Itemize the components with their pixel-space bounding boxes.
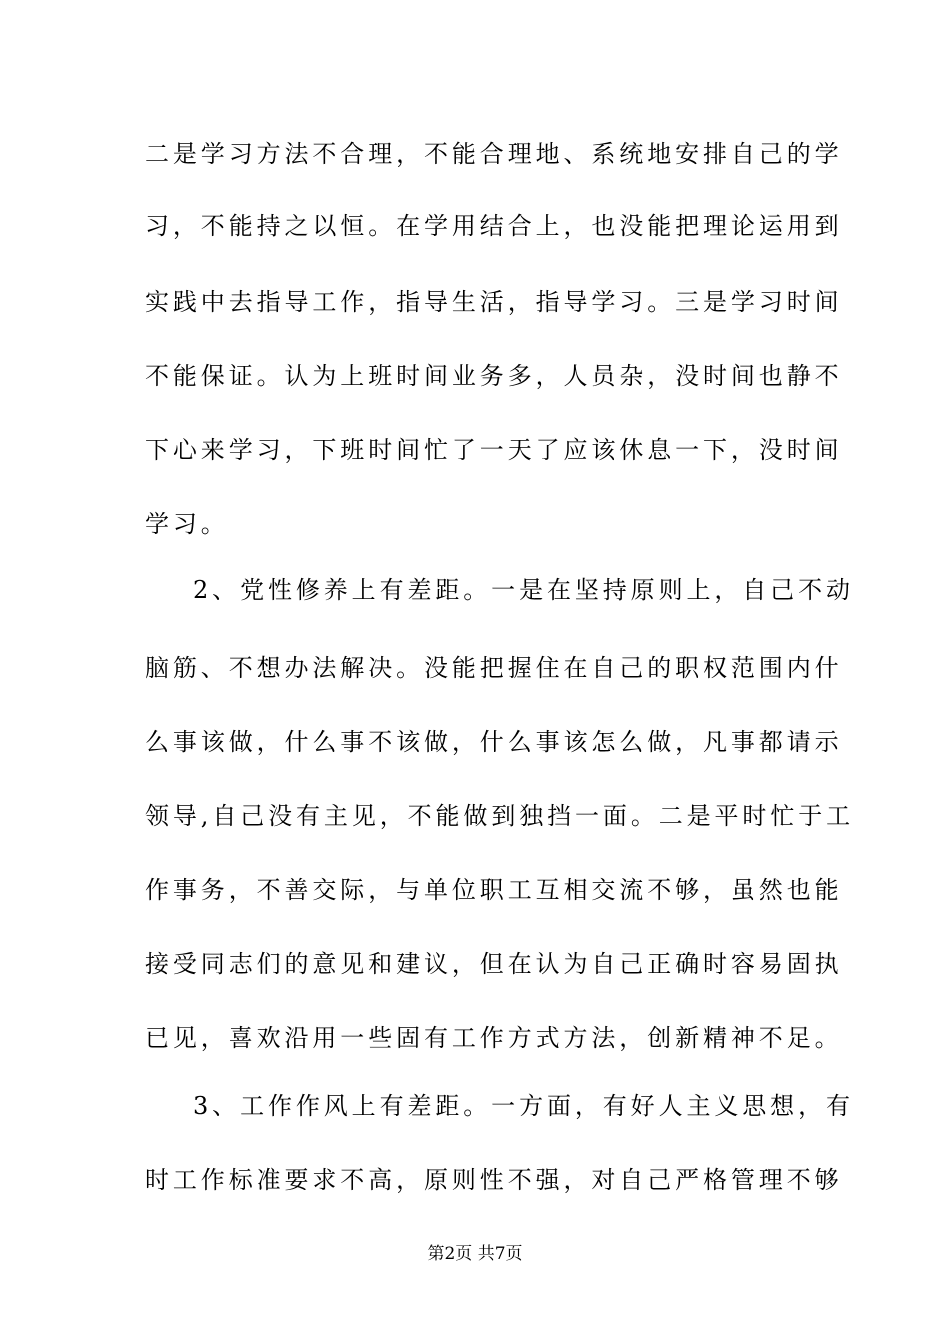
- text-line: 脑筋、不想办法解决。没能把握住在自己的职权范围内什: [145, 654, 843, 682]
- text-line: 下心来学习，下班时间忙了一天了应该休息一下，没时间: [145, 436, 843, 464]
- text-line: 领导,自己没有主见，不能做到独挡一面。二是平时忙于工: [145, 802, 855, 830]
- page-number-footer: 第2页 共7页: [427, 1244, 523, 1264]
- text-line: 学习。: [145, 510, 229, 538]
- text-line: 作事务，不善交际，与单位职工互相交流不够，虽然也能: [145, 876, 843, 904]
- text-line: 接受同志们的意见和建议，但在认为自己正确时容易固执: [145, 950, 843, 978]
- paragraph-first-line: 3、工作作风上有差距。一方面，有好人主义思想，有: [193, 1092, 854, 1120]
- text-line: 时工作标准要求不高，原则性不强，对自己严格管理不够: [145, 1166, 843, 1194]
- text-line: 么事该做，什么事不该做，什么事该怎么做，凡事都请示: [145, 728, 843, 756]
- text-line: 不能保证。认为上班时间业务多，人员杂，没时间也静不: [145, 362, 843, 390]
- text-line: 习，不能持之以恒。在学用结合上，也没能把理论运用到: [145, 212, 843, 240]
- text-line: 已见，喜欢沿用一些固有工作方式方法，创新精神不足。: [145, 1024, 843, 1052]
- text-line: 实践中去指导工作，指导生活，指导学习。三是学习时间: [145, 288, 843, 316]
- paragraph-first-line: 2、党性修养上有差距。一是在坚持原则上，自己不动: [193, 576, 854, 604]
- text-line: 二是学习方法不合理，不能合理地、系统地安排自己的学: [145, 140, 843, 168]
